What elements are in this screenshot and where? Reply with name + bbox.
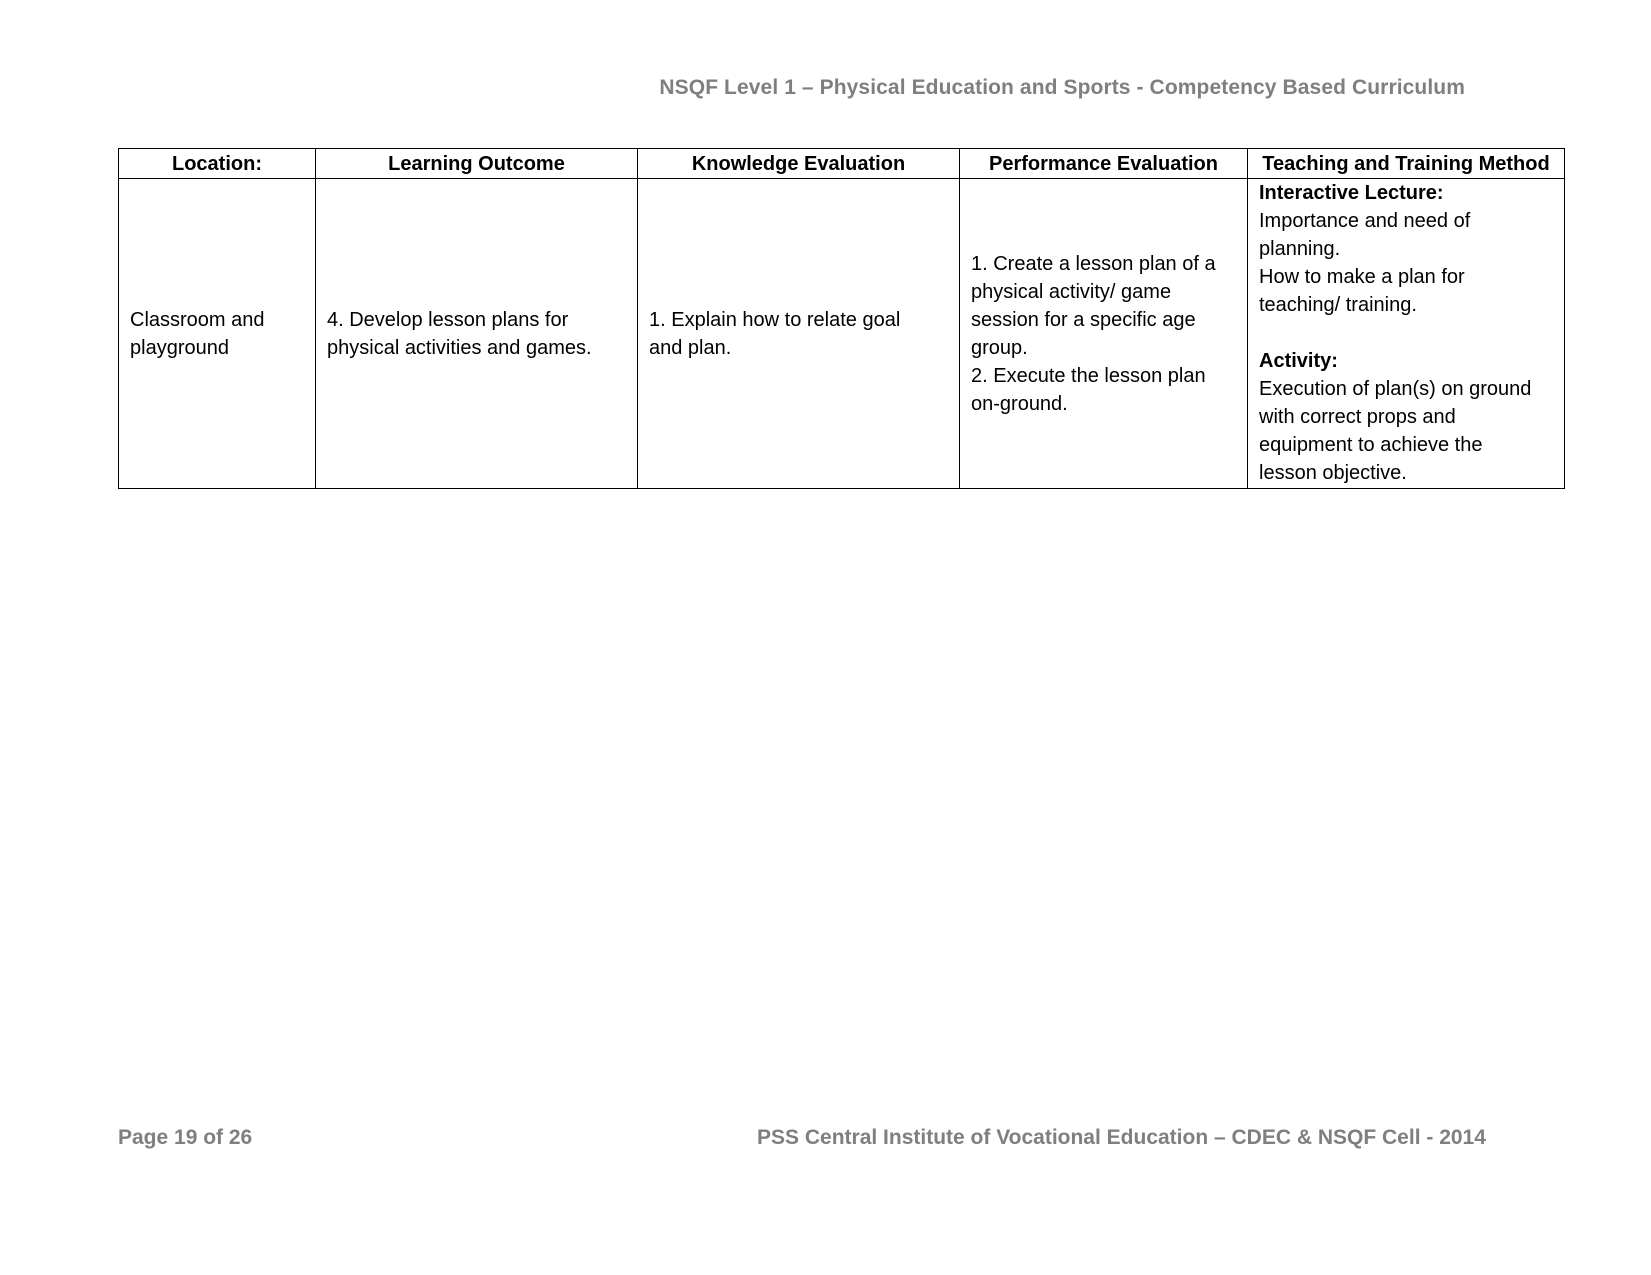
activity-line: lesson objective. bbox=[1259, 462, 1407, 484]
performance-evaluation-line: session for a specific age bbox=[971, 308, 1196, 331]
activity-line: Execution of plan(s) on ground bbox=[1259, 378, 1532, 400]
footer-institute: PSS Central Institute of Vocational Education – CDEC & NSQF Cell - 2014 bbox=[757, 1126, 1486, 1149]
cell-teaching-method bbox=[1248, 179, 1565, 489]
performance-evaluation-line: 1. Create a lesson plan of a bbox=[971, 252, 1216, 275]
cell-location bbox=[119, 179, 316, 489]
performance-evaluation-line: on-ground. bbox=[971, 392, 1068, 415]
column-header-learning-outcome: Learning Outcome bbox=[316, 149, 638, 179]
cell-learning-outcome bbox=[316, 179, 638, 489]
learning-outcome-line: 4. Develop lesson plans for bbox=[327, 308, 569, 331]
lecture-line: teaching/ training. bbox=[1259, 294, 1417, 316]
lecture-line: Importance and need of bbox=[1259, 210, 1471, 232]
column-header-location: Location: bbox=[119, 149, 316, 179]
lecture-heading: Interactive Lecture: bbox=[1259, 182, 1444, 204]
column-header-teaching-method: Teaching and Training Method bbox=[1248, 149, 1565, 179]
cell-knowledge-evaluation bbox=[638, 179, 960, 489]
activity-heading: Activity: bbox=[1259, 350, 1338, 372]
table-header-row bbox=[119, 149, 1565, 179]
paragraph-spacer bbox=[1259, 319, 1553, 347]
column-header-knowledge-evaluation: Knowledge Evaluation bbox=[638, 149, 960, 179]
lecture-line: planning. bbox=[1259, 238, 1341, 260]
performance-evaluation-line: 2. Execute the lesson plan bbox=[971, 364, 1206, 387]
activity-line: equipment to achieve the bbox=[1259, 434, 1483, 456]
curriculum-table bbox=[118, 148, 1565, 489]
learning-outcome-line: physical activities and games. bbox=[327, 336, 592, 359]
knowledge-evaluation-line: 1. Explain how to relate goal bbox=[649, 308, 901, 331]
page-header-title: NSQF Level 1 – Physical Education and Sports - Competency Based Curriculum bbox=[659, 76, 1465, 99]
activity-line: with correct props and bbox=[1259, 406, 1456, 428]
lecture-line: How to make a plan for bbox=[1259, 266, 1465, 288]
table-row bbox=[119, 179, 1565, 489]
column-header-performance-evaluation: Performance Evaluation bbox=[960, 149, 1248, 179]
page-number: Page 19 of 26 bbox=[118, 1126, 253, 1149]
location-line: Classroom and bbox=[130, 308, 265, 331]
performance-evaluation-line: group. bbox=[971, 336, 1028, 359]
cell-performance-evaluation bbox=[960, 179, 1248, 489]
location-line: playground bbox=[130, 336, 229, 359]
knowledge-evaluation-line: and plan. bbox=[649, 336, 732, 359]
performance-evaluation-line: physical activity/ game bbox=[971, 280, 1172, 303]
